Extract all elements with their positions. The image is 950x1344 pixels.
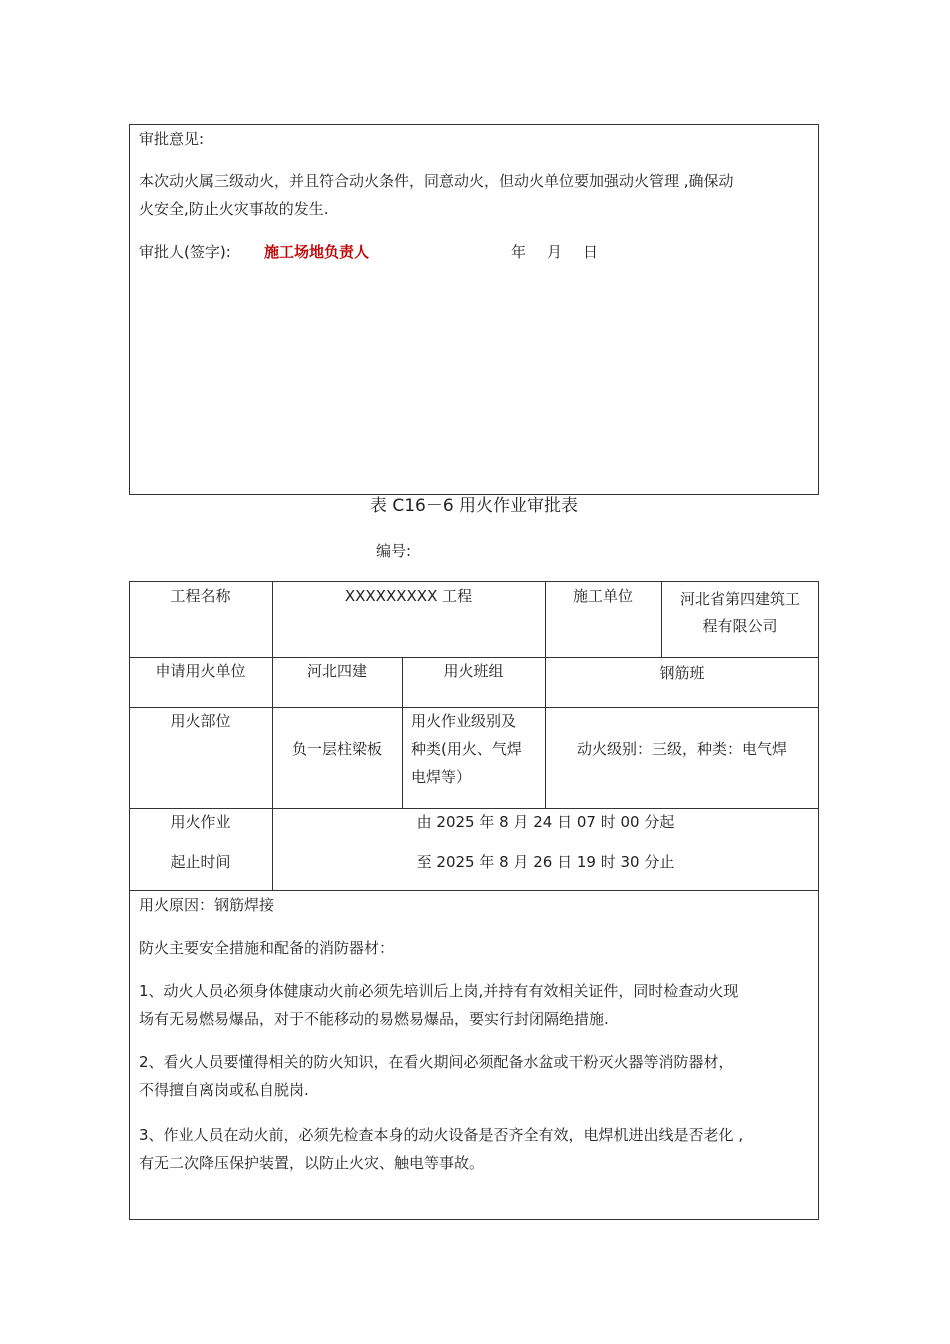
- level-label-line2: 种类(用火、气焊: [411, 740, 522, 758]
- row-divider: [129, 890, 819, 891]
- row-divider: [129, 808, 819, 809]
- approval-text-line1: 本次动火属三级动火，并且符合动火条件，同意动火，但动火单位要加强动火管理 ,确保动: [139, 172, 734, 190]
- col-divider: [272, 581, 273, 890]
- date-month: 月: [547, 243, 563, 261]
- location-value: 负一层柱梁板: [291, 740, 382, 758]
- signer-name: 施工场地负责人: [264, 243, 370, 261]
- level-label-line3: 电焊等）: [411, 768, 472, 786]
- measure-2-line2: 不得擅自离岗或私自脱岗.: [139, 1081, 309, 1099]
- form-title: 表 C16－6 用火作业审批表: [369, 496, 579, 516]
- location-label: 用火部位: [170, 712, 231, 730]
- contractor-value-line1: 河北省第四建筑工: [679, 590, 800, 608]
- approval-text-line2: 火安全,防止火灾事故的发生.: [139, 200, 329, 218]
- applicant-label: 申请用火单位: [155, 662, 246, 680]
- applicant-value: 河北四建: [306, 662, 367, 680]
- fire-reason: 用火原因：钢筋焊接: [139, 896, 275, 914]
- date-day: 日: [583, 243, 599, 261]
- time-label-line1: 用火作业: [170, 813, 231, 831]
- measure-1-line2: 场有无易燃易爆品，对于不能移动的易燃易爆品，要实行封闭隔绝措施.: [139, 1010, 609, 1028]
- date-year: 年: [511, 243, 527, 261]
- measure-3-line1: 3、作业人员在动火前，必须先检查本身的动火设备是否齐全有效，电焊机进出线是否老化 ,: [139, 1126, 744, 1144]
- project-name-value: XXXXXXXXX 工程: [344, 587, 473, 605]
- row-divider: [129, 707, 819, 708]
- measure-3-line2: 有无二次降压保护装置，以防止火灾、触电等事故。: [139, 1154, 485, 1172]
- contractor-label: 施工单位: [572, 587, 633, 605]
- time-label-line2: 起止时间: [170, 853, 231, 871]
- signer-label: 审批人(签字):: [139, 243, 231, 261]
- form-number-label: 编号:: [376, 542, 412, 560]
- row-divider: [129, 657, 819, 658]
- measure-2-line1: 2、看火人员要懂得相关的防火知识，在看火期间必须配备水盆或干粉灭火器等消防器材，: [139, 1053, 734, 1071]
- measures-title: 防火主要安全措施和配备的消防器材：: [139, 939, 395, 957]
- level-label-line1: 用火作业级别及: [411, 712, 517, 730]
- measure-1-line1: 1、动火人员必须身体健康动火前必须先培训后上岗,并持有有效相关证件，同时检查动火现: [139, 982, 739, 1000]
- contractor-value-line2: 程有限公司: [702, 617, 778, 635]
- approval-label: 审批意见:: [139, 130, 205, 148]
- team-label: 用火班组: [443, 662, 504, 680]
- project-name-label: 工程名称: [170, 587, 231, 605]
- level-value: 动火级别：三级，种类：电气焊: [576, 740, 787, 758]
- team-value: 钢筋班: [659, 664, 705, 682]
- time-to: 至 2025 年 8 月 26 日 19 时 30 分止: [416, 853, 675, 871]
- time-from: 由 2025 年 8 月 24 日 07 时 00 分起: [416, 813, 675, 831]
